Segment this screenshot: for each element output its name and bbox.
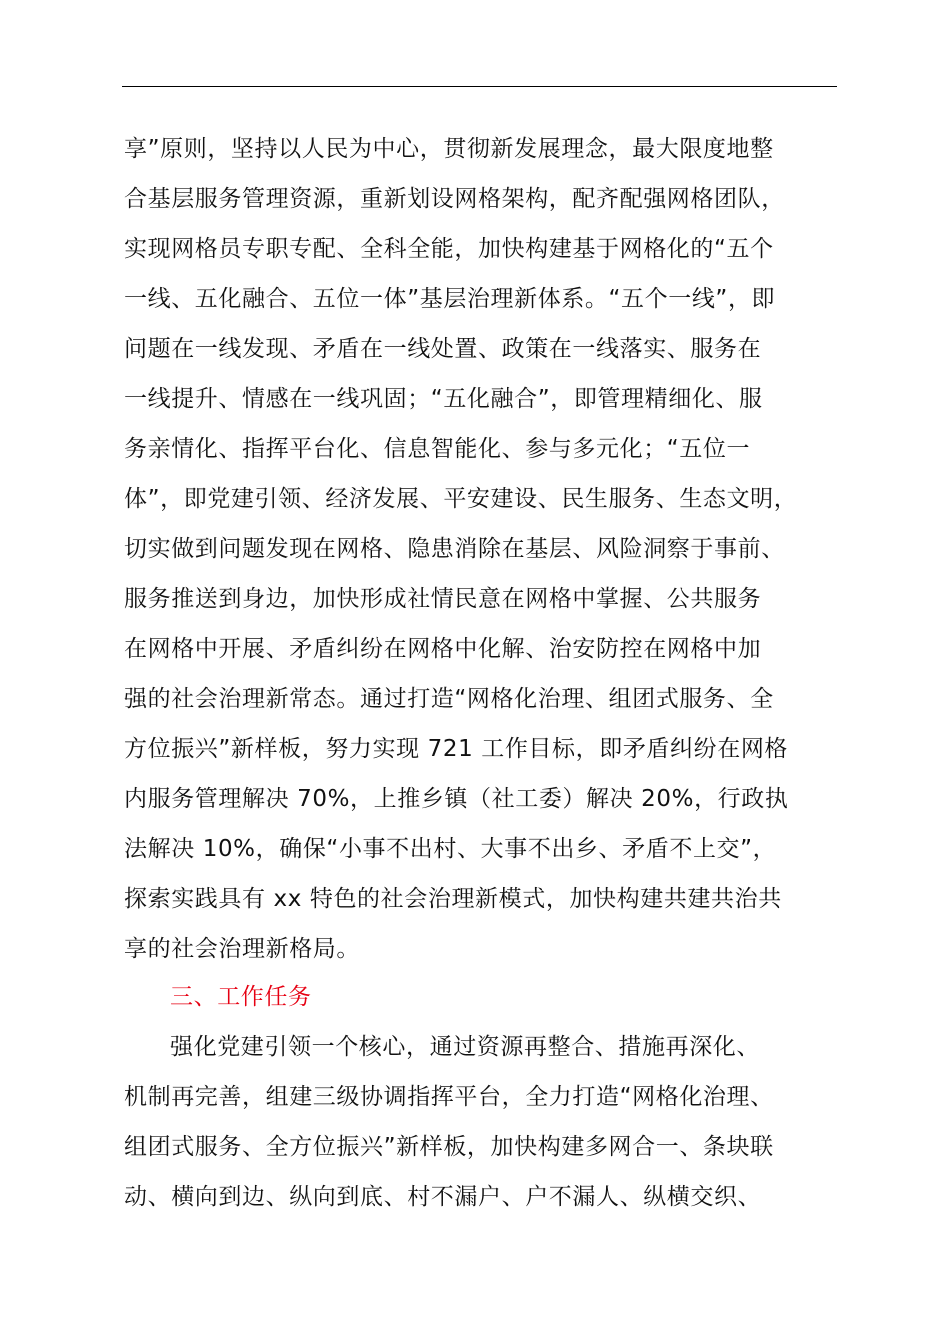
paragraph-line: 一线、五化融合、五位一体”基层治理新体系。“五个一线”，即 [124, 286, 776, 312]
paragraph-line: 服务推送到身边，加快形成社情民意在网格中掌握、公共服务 [124, 586, 762, 612]
paragraph-line: 问题在一线发现、矛盾在一线处置、政策在一线落实、服务在 [124, 336, 762, 362]
paragraph-line: 动、横向到边、纵向到底、村不漏户、户不漏人、纵横交织、 [124, 1184, 762, 1210]
paragraph-line: 切实做到问题发现在网格、隐患消除在基层、风险洞察于事前、 [124, 536, 785, 562]
paragraph-line: 方位振兴”新样板，努力实现 721 工作目标，即矛盾纠纷在网格 [124, 736, 789, 762]
paragraph-line: 机制再完善，组建三级协调指挥平台，全力打造“网格化治理、 [124, 1084, 774, 1110]
paragraph-line: 享的社会治理新格局。 [124, 936, 360, 962]
paragraph-line: 法解决 10%，确保“小事不出村、大事不出乡、矛盾不上交”， [124, 836, 777, 862]
paragraph-line: 在网格中开展、矛盾纠纷在网格中化解、治安防控在网格中加 [124, 636, 762, 662]
section-heading: 三、工作任务 [170, 984, 312, 1010]
paragraph-line: 强化党建引领一个核心，通过资源再整合、措施再深化、 [170, 1034, 760, 1060]
paragraph-line: 探索实践具有 xx 特色的社会治理新模式，加快构建共建共治共 [124, 886, 782, 912]
paragraph-line: 体”，即党建引领、经济发展、平安建设、民生服务、生态文明， [124, 486, 798, 512]
paragraph-line: 内服务管理解决 70%，上推乡镇（社工委）解决 20%，行政执 [124, 786, 789, 812]
paragraph-line: 一线提升、情感在一线巩固；“五化融合”，即管理精细化、服 [124, 386, 763, 412]
paragraph-line: 务亲情化、指挥平台化、信息智能化、参与多元化；“五位一 [124, 436, 751, 462]
paragraph-line: 享”原则，坚持以人民为中心，贯彻新发展理念，最大限度地整 [124, 136, 774, 162]
paragraph-line: 实现网格员专职专配、全科全能，加快构建基于网格化的“五个 [124, 236, 774, 262]
paragraph-line: 强的社会治理新常态。通过打造“网格化治理、组团式服务、全 [124, 686, 774, 712]
paragraph-line: 合基层服务管理资源，重新划设网格架构，配齐配强网格团队， [124, 186, 785, 212]
header-rule [122, 86, 837, 87]
paragraph-line: 组团式服务、全方位振兴”新样板，加快构建多网合一、条块联 [124, 1134, 774, 1160]
